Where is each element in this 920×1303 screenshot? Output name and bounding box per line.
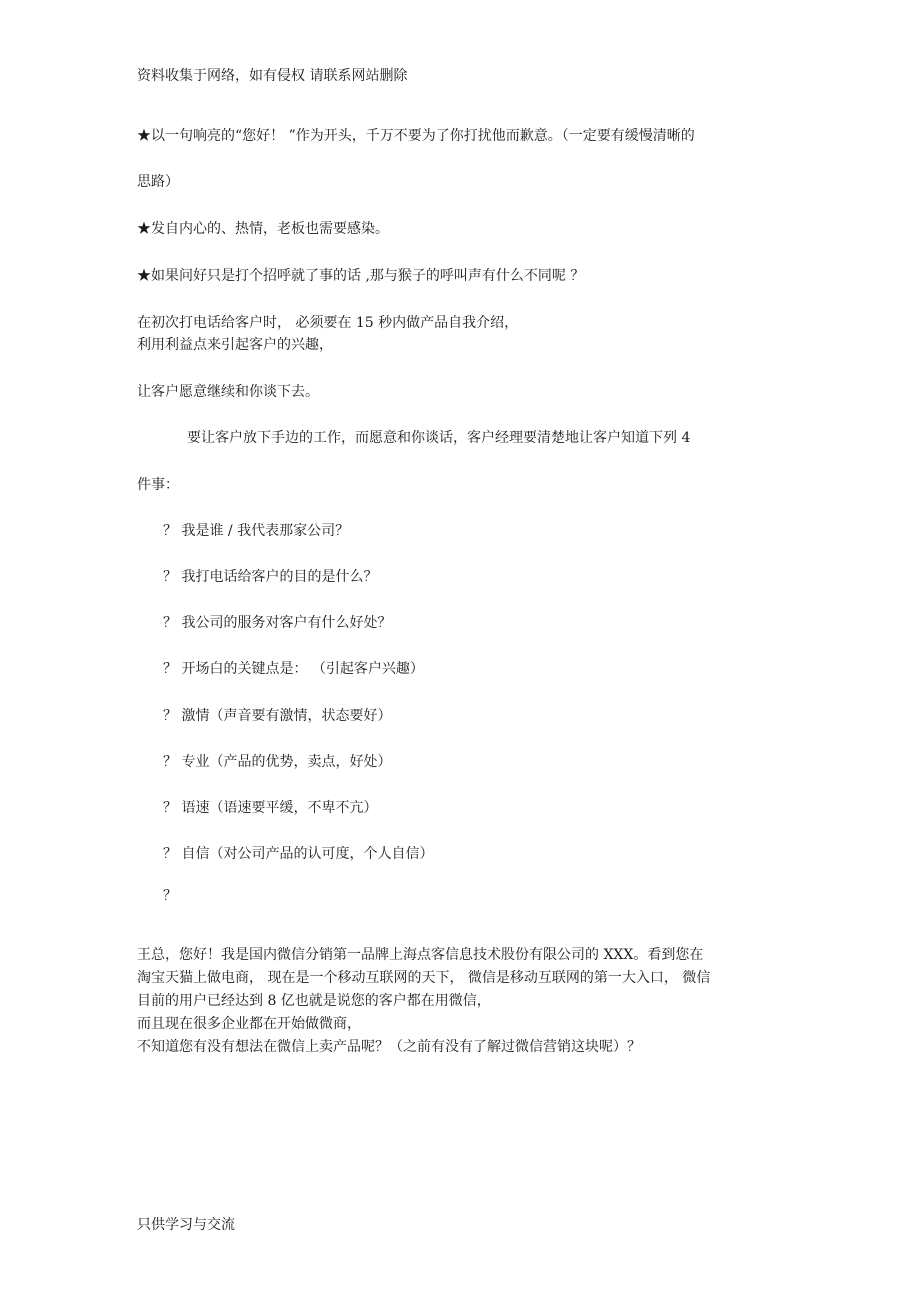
- page-header: 资料收集于网络，如有侵权 请联系网站删除: [137, 68, 408, 84]
- intro-line-2: 利用利益点来引起客户的兴趣，: [137, 337, 333, 353]
- intro-line-3: 让客户愿意继续和你谈下去。: [137, 384, 319, 400]
- script-line-1: 王总，您好！我是国内微信分销第一品牌上海点客信息技术股份有限公司的 XXX。看到您在: [137, 947, 704, 963]
- script-line-3: 目前的用户已经达到 8 亿也就是说您的客户都在用微信，: [137, 993, 491, 1009]
- star-point-2: ★发自内心的、热情，老板也需要感染。: [137, 221, 389, 237]
- list-item: ？ 专业（产品的优势，卖点，好处）: [163, 754, 392, 770]
- four-things-line-1: 要让客户放下手边的工作，而愿意和你谈话，客户经理要清楚地让客户知道下列 4: [187, 430, 691, 446]
- page-footer: 只供学习与交流: [137, 1217, 235, 1233]
- list-item: ？ 我打电话给客户的目的是什么？: [163, 569, 378, 585]
- four-things-line-2: 件事：: [137, 477, 179, 493]
- list-item: ？: [163, 888, 177, 904]
- list-item: ？ 语速（语速要平缓，不卑不亢）: [163, 800, 378, 816]
- script-line-2: 淘宝天猫上做电商， 现在是一个移动互联网的天下， 微信是移动互联网的第一大入口， 微信: [137, 970, 711, 986]
- list-item: ？ 开场白的关键点是： （引起客户兴趣）: [163, 661, 424, 677]
- intro-line-1: 在初次打电话给客户时， 必须要在 15 秒内做产品自我介绍，: [137, 315, 519, 331]
- list-item: ？ 我公司的服务对客户有什么好处？: [163, 615, 392, 631]
- script-line-5: 不知道您有没有想法在微信上卖产品呢？（之前有没有了解过微信营销这块呢）？: [137, 1039, 641, 1055]
- script-line-4: 而且现在很多企业都在开始做微商，: [137, 1016, 361, 1032]
- list-item: ？ 激情（声音要有激情，状态要好）: [163, 708, 392, 724]
- star-point-3: ★如果问好只是打个招呼就了事的话 ,那与猴子的呼叫声有什么不同呢 ？: [137, 268, 585, 284]
- list-item: ？ 我是谁 / 我代表那家公司？: [163, 523, 350, 539]
- star-point-1-line-1: ★以一句响亮的“您好！ ”作为开头，千万不要为了你打扰他而歉意。（一定要有缓慢清晰的: [137, 128, 695, 144]
- list-item: ？ 自信（对公司产品的认可度，个人自信）: [163, 846, 434, 862]
- star-point-1-line-2: 思路）: [137, 174, 179, 190]
